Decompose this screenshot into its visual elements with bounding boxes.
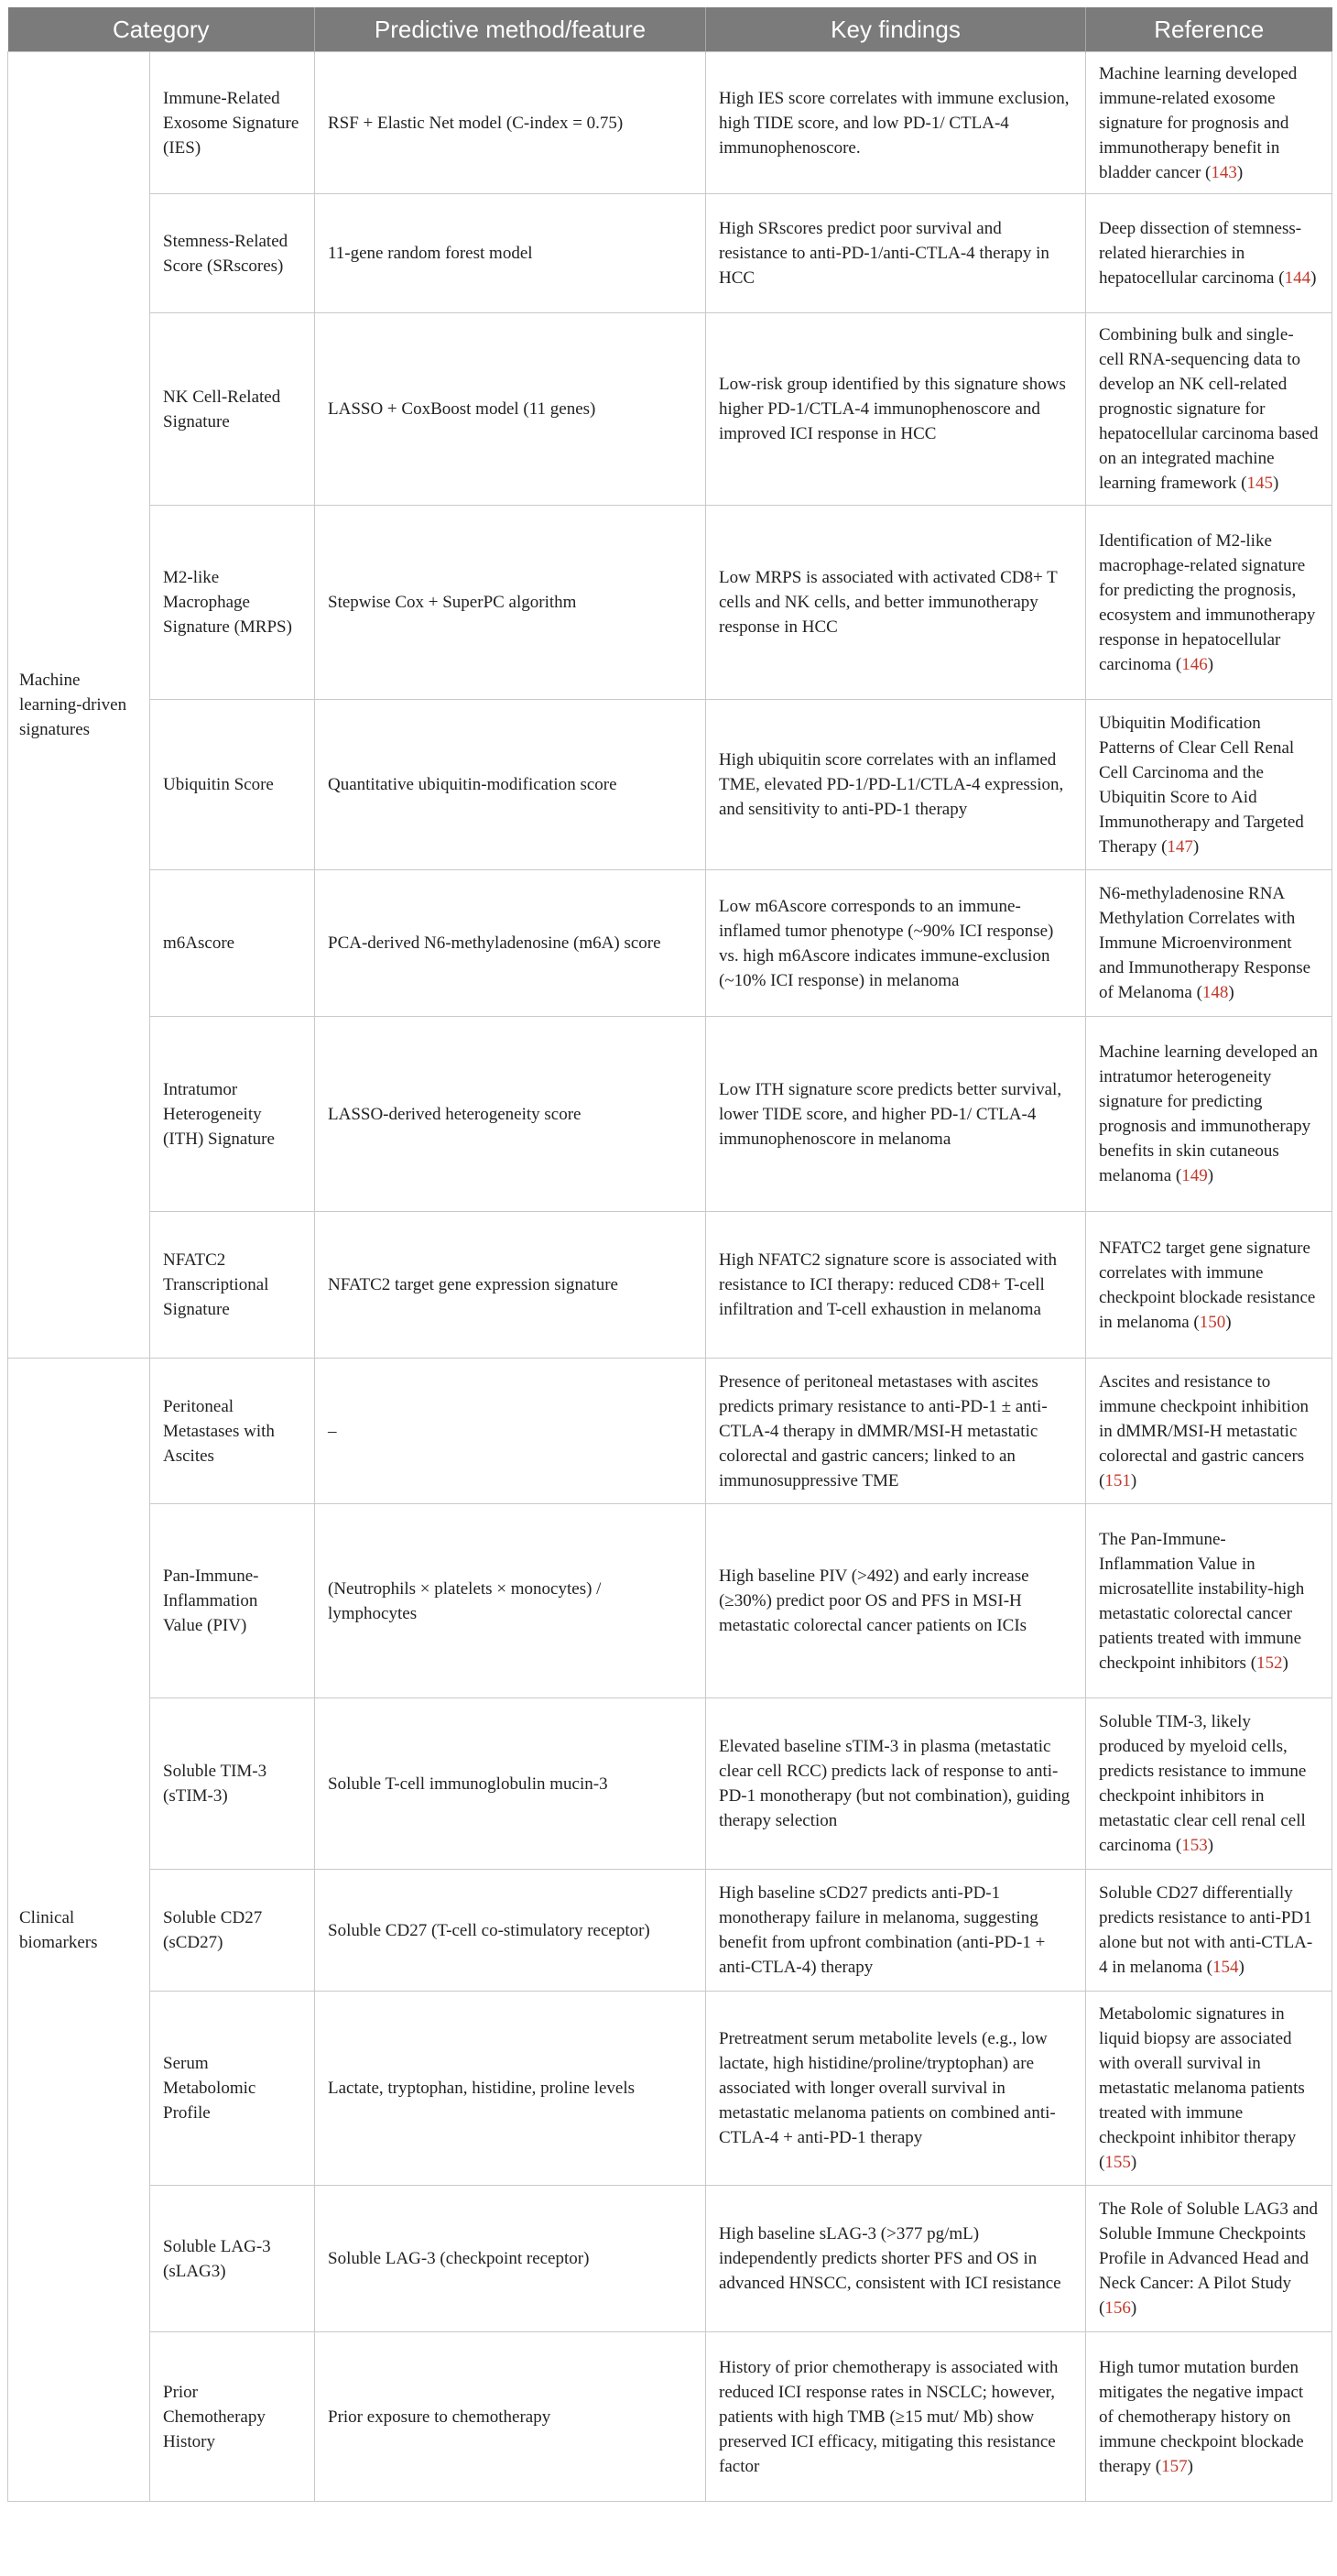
reference-link[interactable]: 143 xyxy=(1211,162,1237,182)
reference-cell: NFATC2 target gene signature correlates with immune checkpoint blockade resistance in melanoma (150) xyxy=(1086,1212,1332,1359)
findings-cell: Elevated baseline sTIM-3 in plasma (metastatic clear cell RCC) predicts lack of response to anti-PD-1 monotherapy (but not combination), guiding therapy selection xyxy=(706,1698,1086,1870)
feature-name-cell: Soluble CD27 (sCD27) xyxy=(150,1870,315,1992)
findings-cell: Low ITH signature score predicts better survival, lower TIDE score, and higher PD-1/ CTLA-4 immunophenoscore in melanoma xyxy=(706,1017,1086,1212)
reference-link[interactable]: 144 xyxy=(1284,268,1311,288)
reference-link[interactable]: 147 xyxy=(1167,836,1193,857)
findings-cell: Low-risk group identified by this signature shows higher PD-1/CTLA-4 immunophenoscore and improved ICI response in HCC xyxy=(706,313,1086,506)
reference-title: The Pan-Immune-Inflammation Value in microsatellite instability-high metastatic colorectal cancer patients treated with immune checkpoint inhibitors xyxy=(1099,1529,1305,1673)
feature-name-cell: Stemness-Related Score (SRscores) xyxy=(150,194,315,313)
table-row xyxy=(8,1870,1332,1992)
reference-cell: The Role of Soluble LAG3 and Soluble Immune Checkpoints Profile in Advanced Head and Neck Cancer: A Pilot Study (156) xyxy=(1086,2186,1332,2332)
findings-cell: High IES score correlates with immune exclusion, high TIDE score, and low PD-1/ CTLA-4 immunophenoscore. xyxy=(706,52,1086,194)
table-header xyxy=(8,7,1332,52)
reference-cell: N6-methyladenosine RNA Methylation Correlates with Immune Microenvironment and Immunotherapy Response of Melanoma (148) xyxy=(1086,870,1332,1017)
reference-title: Soluble CD27 differentially predicts resistance to anti-PD1 alone but not with anti-CTLA-4 in melanoma xyxy=(1099,1883,1313,1977)
feature-name-cell: Serum Metabolomic Profile xyxy=(150,1992,315,2186)
feature-name-cell: Prior Chemotherapy History xyxy=(150,2332,315,2502)
table-row xyxy=(8,52,1332,194)
table-row xyxy=(8,1212,1332,1359)
findings-cell: Low MRPS is associated with activated CD8+ T cells and NK cells, and better immunotherapy response in HCC xyxy=(706,506,1086,700)
reference-title: Machine learning developed an intratumor heterogeneity signature for predicting prognosis and immunotherapy benefits in skin cutaneous melanoma xyxy=(1099,1042,1318,1185)
method-cell: PCA-derived N6-methyladenosine (m6A) score xyxy=(315,870,706,1017)
method-cell: Prior exposure to chemotherapy xyxy=(315,2332,706,2502)
reference-title: High tumor mutation burden mitigates the negative impact of chemotherapy history on immune checkpoint blockade therapy xyxy=(1099,2357,1304,2476)
table-row xyxy=(8,2186,1332,2332)
findings-cell: Low m6Ascore corresponds to an immune-inflamed tumor phenotype (~90% ICI response) vs. high m6Ascore indicates immune-exclusion (~10% ICI response) in melanoma xyxy=(706,870,1086,1017)
reference-cell: Deep dissection of stemness-related hierarchies in hepatocellular carcinoma (144) xyxy=(1086,194,1332,313)
method-cell: 11-gene random forest model xyxy=(315,194,706,313)
feature-name-cell: m6Ascore xyxy=(150,870,315,1017)
feature-name-cell: Intratumor Heterogeneity (ITH) Signature xyxy=(150,1017,315,1212)
method-cell: Soluble LAG-3 (checkpoint receptor) xyxy=(315,2186,706,2332)
reference-cell: Soluble CD27 differentially predicts resistance to anti-PD1 alone but not with anti-CTLA-4 in melanoma (154) xyxy=(1086,1870,1332,1992)
table-row xyxy=(8,2332,1332,2502)
reference-title: N6-methyladenosine RNA Methylation Correlates with Immune Microenvironment and Immunotherapy Response of Melanoma xyxy=(1099,884,1311,1002)
reference-link[interactable]: 154 xyxy=(1212,1958,1239,1977)
findings-cell: High NFATC2 signature score is associated with resistance to ICI therapy: reduced CD8+ T-cell infiltration and T-cell exhaustion in melanoma xyxy=(706,1212,1086,1359)
method-cell: LASSO + CoxBoost model (11 genes) xyxy=(315,313,706,506)
reference-link[interactable]: 157 xyxy=(1161,2456,1188,2476)
reference-title: Combining bulk and single-cell RNA-sequencing data to develop an NK cell-related prognostic signature for hepatocellular carcinoma based on an integrated machine learning framework xyxy=(1099,325,1319,493)
table-row xyxy=(8,870,1332,1017)
reference-cell: Soluble TIM-3, likely produced by myeloid cells, predicts resistance to immune checkpoint inhibitors in metastatic clear cell renal cell carcinoma (153) xyxy=(1086,1698,1332,1870)
findings-cell: High baseline sCD27 predicts anti-PD-1 monotherapy failure in melanoma, suggesting benefit from upfront combination (anti-PD-1 + anti-CTLA-4) therapy xyxy=(706,1870,1086,1992)
category-cell: Clinical biomarkers xyxy=(8,1359,150,2502)
findings-cell: Presence of peritoneal metastases with ascites predicts primary resistance to anti-PD-1 ± anti-CTLA-4 therapy in dMMR/MSI-H metastatic colorectal and gastric cancers; linked to an immunosuppressive TME xyxy=(706,1359,1086,1504)
category-cell: Machine learning-driven signatures xyxy=(8,52,150,1359)
reference-link[interactable]: 153 xyxy=(1181,1836,1208,1855)
method-cell: Lactate, tryptophan, histidine, proline levels xyxy=(315,1992,706,2186)
method-cell: RSF + Elastic Net model (C-index = 0.75) xyxy=(315,52,706,194)
findings-cell: Pretreatment serum metabolite levels (e.g., low lactate, high histidine/proline/tryptophan) are associated with longer overall survival in metastatic melanoma patients on combined anti-CTLA-4 + anti-PD-1 therapy xyxy=(706,1992,1086,2186)
table-row xyxy=(8,1698,1332,1870)
table-row xyxy=(8,194,1332,313)
findings-cell: High SRscores predict poor survival and resistance to anti-PD-1/anti-CTLA-4 therapy in HCC xyxy=(706,194,1086,313)
feature-name-cell: Peritoneal Metastases with Ascites xyxy=(150,1359,315,1504)
reference-link[interactable]: 149 xyxy=(1181,1166,1208,1185)
table-row xyxy=(8,1359,1332,1504)
header-method: Predictive method/feature xyxy=(315,7,706,52)
feature-name-cell: M2-like Macrophage Signature (MRPS) xyxy=(150,506,315,700)
method-cell: NFATC2 target gene expression signature xyxy=(315,1212,706,1359)
reference-link[interactable]: 148 xyxy=(1201,983,1229,1002)
findings-cell: High baseline sLAG-3 (>377 pg/mL) independently predicts shorter PFS and OS in advanced HNSCC, consistent with ICI resistance xyxy=(706,2186,1086,2332)
table-body xyxy=(8,52,1332,2502)
reference-link[interactable]: 151 xyxy=(1104,1470,1131,1490)
findings-cell: High ubiquitin score correlates with an inflamed TME, elevated PD-1/PD-L1/CTLA-4 expression, and sensitivity to anti-PD-1 therapy xyxy=(706,700,1086,870)
header-reference: Reference xyxy=(1086,7,1332,52)
table-row xyxy=(8,700,1332,870)
method-cell: (Neutrophils × platelets × monocytes) / lymphocytes xyxy=(315,1504,706,1698)
reference-cell: Ubiquitin Modification Patterns of Clear Cell Renal Cell Carcinoma and the Ubiquitin Score to Aid Immunotherapy and Targeted Therapy (147) xyxy=(1086,700,1332,870)
reference-title: The Role of Soluble LAG3 and Soluble Immune Checkpoints Profile in Advanced Head and Neck Cancer: A Pilot Study xyxy=(1099,2199,1319,2293)
feature-name-cell: Immune-Related Exosome Signature (IES) xyxy=(150,52,315,194)
reference-title: Metabolomic signatures in liquid biopsy are associated with overall survival in metastatic melanoma patients treated with immune checkpoint inhibitor therapy xyxy=(1099,2004,1305,2147)
reference-link[interactable]: 152 xyxy=(1256,1653,1283,1673)
reference-title: Deep dissection of stemness-related hierarchies in hepatocellular carcinoma xyxy=(1099,219,1302,288)
table-row xyxy=(8,1504,1332,1698)
reference-link[interactable]: 150 xyxy=(1199,1312,1226,1332)
reference-link[interactable]: 146 xyxy=(1181,654,1208,674)
method-cell: – xyxy=(315,1359,706,1504)
reference-title: Machine learning developed immune-related exosome signature for prognosis and immunotherapy benefit in bladder cancer xyxy=(1099,63,1298,182)
reference-cell: Machine learning developed immune-related exosome signature for prognosis and immunotherapy benefit in bladder cancer (143) xyxy=(1086,52,1332,194)
reference-link[interactable]: 155 xyxy=(1104,2153,1131,2172)
feature-name-cell: Ubiquitin Score xyxy=(150,700,315,870)
method-cell: Soluble T-cell immunoglobulin mucin-3 xyxy=(315,1698,706,1870)
reference-cell: High tumor mutation burden mitigates the negative impact of chemotherapy history on immune checkpoint blockade therapy (157) xyxy=(1086,2332,1332,2502)
header-category: Category xyxy=(8,7,315,52)
findings-cell: High baseline PIV (>492) and early increase (≥30%) predict poor OS and PFS in MSI-H metastatic colorectal cancer patients on ICIs xyxy=(706,1504,1086,1698)
reference-cell: Metabolomic signatures in liquid biopsy are associated with overall survival in metastatic melanoma patients treated with immune checkpoint inhibitor therapy (155) xyxy=(1086,1992,1332,2186)
feature-name-cell: NFATC2 Transcriptional Signature xyxy=(150,1212,315,1359)
feature-name-cell: Pan-Immune-Inflammation Value (PIV) xyxy=(150,1504,315,1698)
findings-table xyxy=(7,7,1332,2502)
method-cell: Quantitative ubiquitin-modification score xyxy=(315,700,706,870)
reference-title: Identification of M2-like macrophage-related signature for predicting the prognosis, ecosystem and immunotherapy response in hepatocellular carcinoma xyxy=(1099,530,1316,674)
reference-title: Ubiquitin Modification Patterns of Clear Cell Renal Cell Carcinoma and the Ubiquitin Score to Aid Immunotherapy and Targeted Therapy xyxy=(1099,713,1304,857)
method-cell: LASSO-derived heterogeneity score xyxy=(315,1017,706,1212)
reference-cell: Ascites and resistance to immune checkpoint inhibition in dMMR/MSI-H metastatic colorectal and gastric cancers (151) xyxy=(1086,1359,1332,1504)
table-row xyxy=(8,1017,1332,1212)
method-cell: Soluble CD27 (T-cell co-stimulatory receptor) xyxy=(315,1870,706,1992)
findings-cell: History of prior chemotherapy is associated with reduced ICI response rates in NSCLC; however, patients with high TMB (≥15 mut/ Mb) show preserved ICI efficacy, mitigating this resistance factor xyxy=(706,2332,1086,2502)
reference-cell: Combining bulk and single-cell RNA-sequencing data to develop an NK cell-related prognostic signature for hepatocellular carcinoma based on an integrated machine learning framework (145) xyxy=(1086,313,1332,506)
reference-cell: Machine learning developed an intratumor heterogeneity signature for predicting prognosis and immunotherapy benefits in skin cutaneous melanoma (149) xyxy=(1086,1017,1332,1212)
table-row xyxy=(8,313,1332,506)
reference-cell: The Pan-Immune-Inflammation Value in microsatellite instability-high metastatic colorectal cancer patients treated with immune checkpoint inhibitors (152) xyxy=(1086,1504,1332,1698)
table-row xyxy=(8,506,1332,700)
feature-name-cell: Soluble LAG-3 (sLAG3) xyxy=(150,2186,315,2332)
reference-cell: Identification of M2-like macrophage-related signature for predicting the prognosis, ecosystem and immunotherapy response in hepatocellular carcinoma (146) xyxy=(1086,506,1332,700)
feature-name-cell: NK Cell-Related Signature xyxy=(150,313,315,506)
header-findings: Key findings xyxy=(706,7,1086,52)
reference-title: Soluble TIM-3, likely produced by myeloid cells, predicts resistance to immune checkpoint inhibitors in metastatic clear cell renal cell carcinoma xyxy=(1099,1712,1307,1855)
reference-link[interactable]: 156 xyxy=(1104,2298,1131,2318)
table-row xyxy=(8,1992,1332,2186)
reference-title: Ascites and resistance to immune checkpoint inhibition in dMMR/MSI-H metastatic colorectal and gastric cancers xyxy=(1099,1371,1310,1466)
reference-link[interactable]: 145 xyxy=(1246,474,1273,493)
reference-title: NFATC2 target gene signature correlates with immune checkpoint blockade resistance in melanoma xyxy=(1099,1238,1316,1332)
method-cell: Stepwise Cox + SuperPC algorithm xyxy=(315,506,706,700)
feature-name-cell: Soluble TIM-3 (sTIM-3) xyxy=(150,1698,315,1870)
